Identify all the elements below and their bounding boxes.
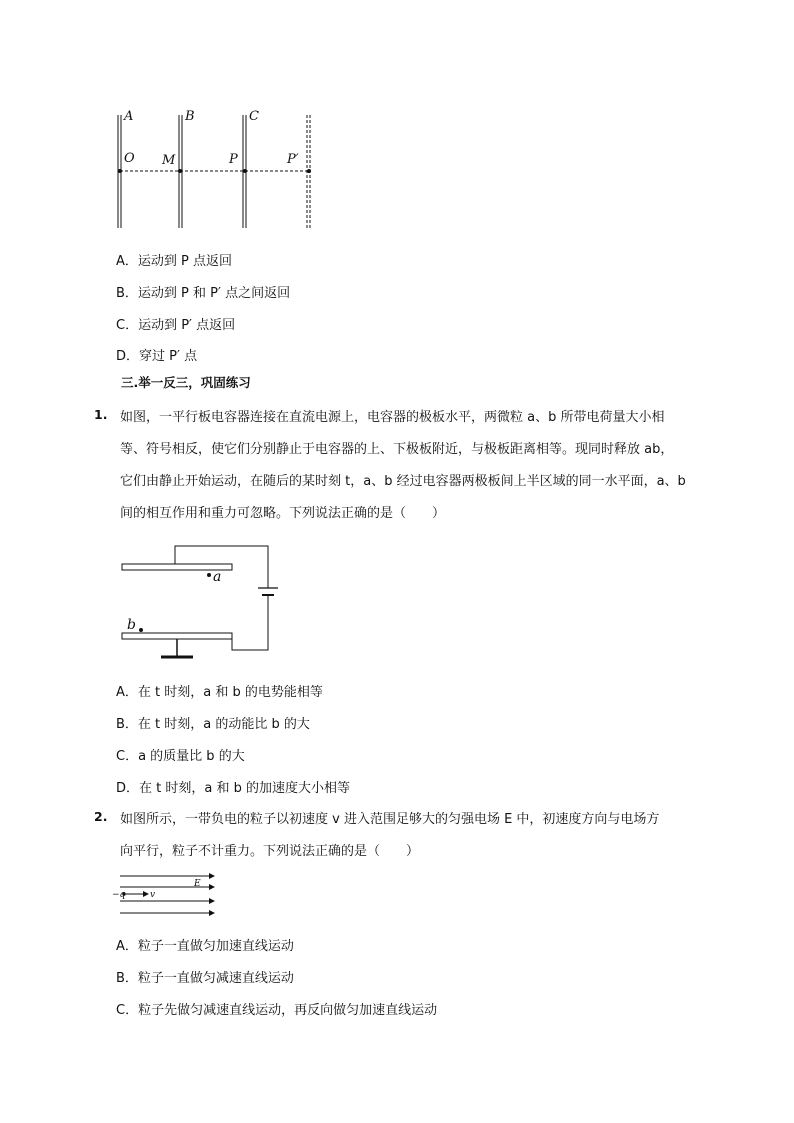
label-e: E [194,879,201,889]
label-neg-q: −q [112,890,126,900]
field-figure [112,868,220,920]
question-1-line: 间的相互作用和重力可忽略。下列说法正确的是（ ） [120,506,446,521]
label-p: P [229,152,238,167]
q2-option-b[interactable]: B．粒子一直做匀减速直线运动 [116,971,294,986]
label-c: C [249,109,259,124]
plates-figure [105,100,325,235]
question-2-line: 向平行，粒子不计重力。下列说法正确的是（ ） [120,844,420,859]
capacitor-figure [115,538,285,663]
label-a-particle: a [213,569,222,585]
question-2-number: 2. [94,809,108,824]
label-a: A [124,109,134,124]
label-p-prime: P′ [287,152,299,167]
label-m: M [162,153,176,168]
question-1-line: 等、符号相反，使它们分别静止于电容器的上、下极板附近，与极板距离相等。现同时释放 ab， [120,442,674,457]
question-1-line: 它们由静止开始运动，在随后的某时刻 t，a、b 经过电容器两极板间上半区域的同一水平面，a、b [120,474,686,489]
option-a[interactable]: A．运动到 P 点返回 [116,254,232,269]
q1-option-d[interactable]: D．在 t 时刻，a 和 b 的加速度大小相等 [116,781,350,796]
option-b[interactable]: B．运动到 P 和 P′ 点之间返回 [116,286,291,301]
label-v: v [150,890,156,900]
q1-option-c[interactable]: C．a 的质量比 b 的大 [116,749,245,764]
q2-option-c[interactable]: C．粒子先做匀减速直线运动，再反向做匀加速直线运动 [116,1003,438,1018]
q2-option-a[interactable]: A．粒子一直做匀加速直线运动 [116,939,294,954]
section-title: 三.举一反三，巩固练习 [121,375,251,390]
label-o: O [124,151,135,166]
q1-option-b[interactable]: B．在 t 时刻，a 的动能比 b 的大 [116,717,310,732]
label-b: B [185,109,195,124]
question-2-line: 如图所示，一带负电的粒子以初速度 v 进入范围足够大的匀强电场 E 中，初速度方向与电场方 [120,812,660,827]
question-1-line: 如图，一平行板电容器连接在直流电源上，电容器的极板水平，两微粒 a、b 所带电荷量大小相 [120,410,665,425]
option-c[interactable]: C．运动到 P′ 点返回 [116,318,236,333]
option-d[interactable]: D．穿过 P′ 点 [116,349,198,364]
label-b-particle: b [127,617,136,633]
question-1-number: 1. [94,407,108,422]
q1-option-a[interactable]: A．在 t 时刻，a 和 b 的电势能相等 [116,685,323,700]
